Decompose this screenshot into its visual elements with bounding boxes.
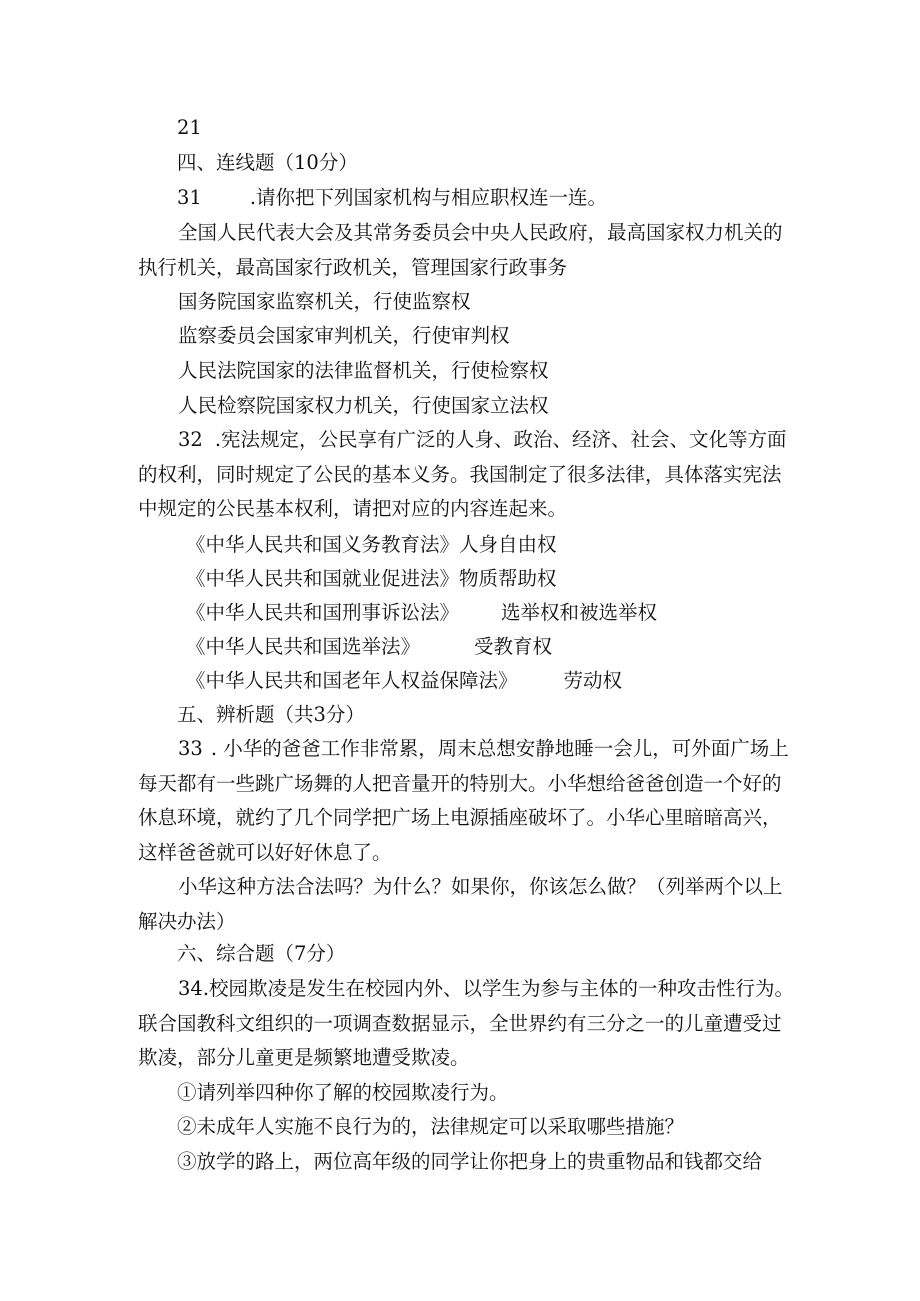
q32-right-3: 选举权和被选举权 — [501, 601, 658, 624]
q32-law-3: 《中华人民共和国刑事诉讼法》 — [186, 601, 460, 624]
section-heading-6: 六、综合题（7分） — [177, 942, 346, 965]
q32-pair-4 — [186, 632, 552, 662]
q34-sub-2: ②未成年人实施不良行为的，法律规定可以采取哪些措施？ — [177, 1115, 685, 1138]
question-33-text: . 小华的爸爸工作非常累，周末总想安静地睡一会儿，可外面广场上每天都有一些跳广场舞的人把音量开的特别大。小华想给爸爸创造一个好的休息环境，就约了几个同学把广场上电源插座破坏了。小华心里暗暗高兴，这样爸爸就可以好好休息了。 — [138, 737, 789, 864]
q32-right-2: 物质帮助权 — [459, 567, 557, 590]
question-32 — [138, 423, 798, 527]
q34-sub-3: ③放学的路上，两位高年级的同学让你把身上的贵重物品和钱都交给 — [177, 1150, 763, 1173]
q32-law-4: 《中华人民共和国选举法》 — [186, 635, 421, 658]
q32-pair-5 — [186, 666, 622, 696]
q31-row-1: 全国人民代表大会及其常务委员会中央人民政府，最高国家权力机关的执行机关，最高国家行政机关，管理国家行政事务 — [138, 221, 783, 279]
question-31-prompt: .请你把下列国家机构与相应职权连一连。 — [249, 186, 608, 209]
q31-row-4: 人民法院国家的法律监督机关，行使检察权 — [178, 359, 549, 382]
q32-right-1: 人身自由权 — [459, 533, 557, 556]
section-heading-5: 五、辨析题（共3分） — [177, 703, 365, 726]
question-32-prompt: .宪法规定，公民享有广泛的人身、政治、经济、社会、文化等方面的权利，同时规定了公民的基本义务。我国制定了很多法律，具体落实宪法中规定的公民基本权利，请把对应的内容连起来。 — [138, 428, 787, 520]
question-34: 34.校园欺凌是发生在校园内外、以学生为参与主体的一种攻击性行为。联合国教科文组织的一项调查数据显示，全世界约有三分之一的儿童遭受过欺凌，部分儿童更是频繁地遭受欺凌。 — [138, 977, 795, 1069]
page-number: 21 — [177, 116, 202, 139]
q31-row-2: 国务院国家监察机关，行使监察权 — [178, 290, 471, 313]
q32-law-5: 《中华人民共和国老年人权益保障法》 — [186, 669, 518, 692]
question-33 — [138, 732, 798, 870]
q32-pair-3 — [186, 598, 657, 628]
q31-row-5: 人民检察院国家权力机关，行使国家立法权 — [178, 394, 549, 417]
q31-row-3: 监察委员会国家审判机关，行使审判权 — [178, 324, 510, 347]
question-33-prompt: 小华这种方法合法吗？为什么？如果你，你该怎么做？（列举两个以上解决办法） — [138, 875, 783, 933]
q32-law-1: 《中华人民共和国义务教育法》 — [186, 533, 460, 556]
q32-law-2: 《中华人民共和国就业促进法》 — [186, 567, 460, 590]
section-heading-4: 四、连线题（10分） — [177, 151, 358, 174]
question-31-line — [177, 183, 607, 213]
q32-pair-2 — [186, 564, 557, 594]
question-31-number: 31 — [177, 186, 202, 209]
question-33-number: 33 — [178, 737, 203, 760]
q34-sub-1: ①请列举四种你了解的校园欺凌行为。 — [177, 1081, 509, 1104]
question-32-number: 32 — [178, 428, 203, 451]
q32-right-4: 受教育权 — [474, 635, 553, 658]
q32-pair-1 — [186, 530, 557, 560]
q32-right-5: 劳动权 — [563, 669, 623, 692]
